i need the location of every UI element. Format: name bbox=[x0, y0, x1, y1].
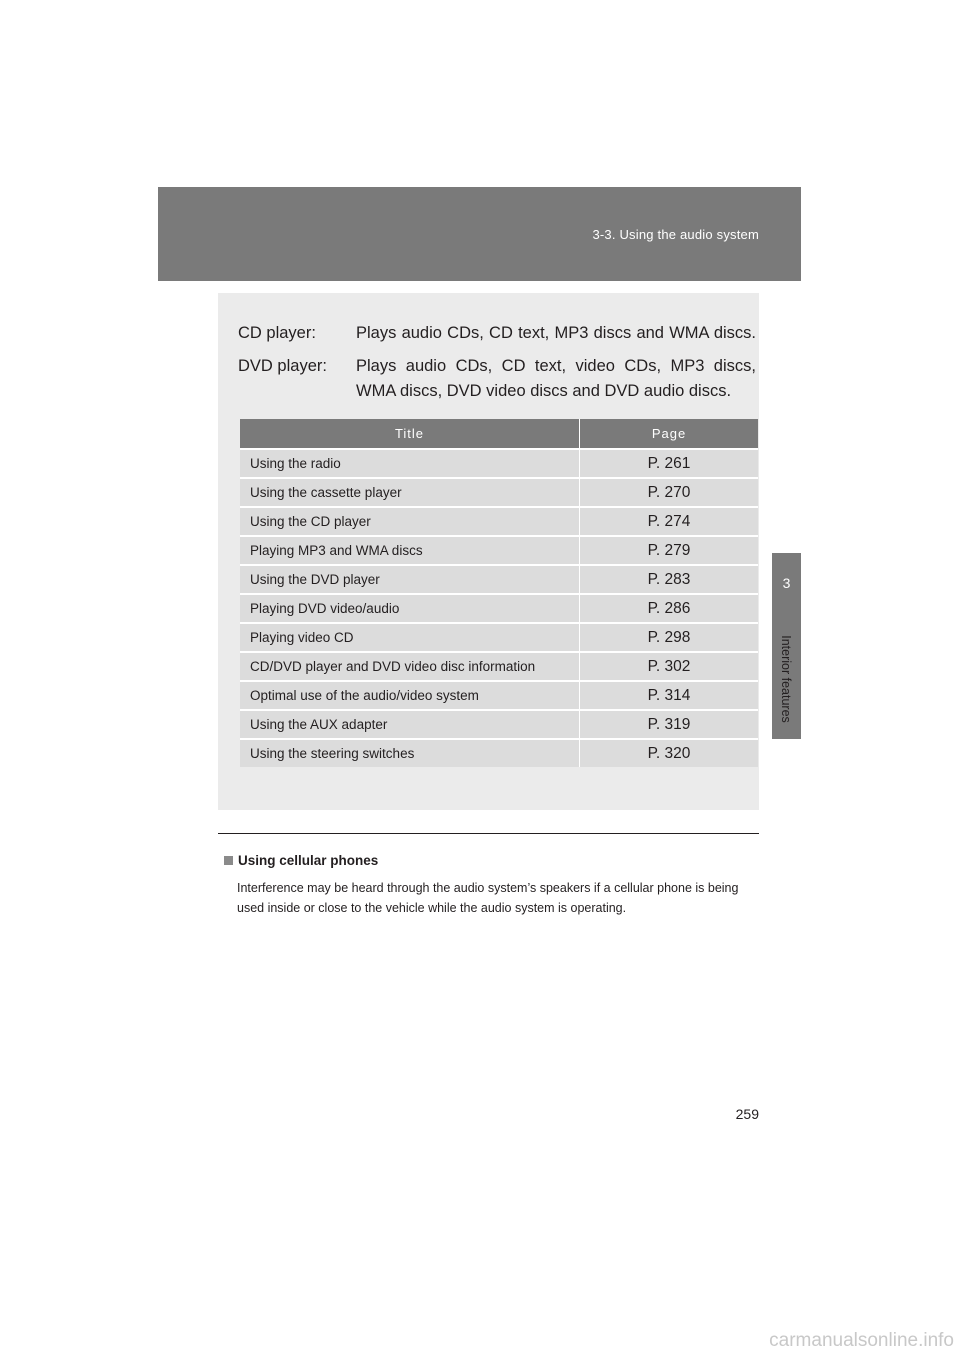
table-row bbox=[240, 738, 758, 767]
row-page: P. 319 bbox=[647, 715, 691, 733]
page-number: 259 bbox=[735, 1106, 759, 1122]
note-heading bbox=[224, 853, 378, 868]
table-row bbox=[240, 651, 758, 680]
table-row bbox=[240, 535, 758, 564]
chapter-label: Interior features bbox=[779, 635, 793, 723]
table-row bbox=[240, 564, 758, 593]
row-page: P. 270 bbox=[647, 483, 691, 501]
row-title: Using the steering switches bbox=[240, 740, 580, 767]
chapter-number: 3 bbox=[782, 575, 791, 591]
reference-table bbox=[240, 419, 758, 767]
row-page: P. 314 bbox=[647, 686, 691, 704]
row-title: Playing MP3 and WMA discs bbox=[240, 537, 580, 564]
table-row bbox=[240, 709, 758, 738]
row-title: Playing DVD video/audio bbox=[240, 595, 580, 622]
row-title: Optimal use of the audio/video system bbox=[240, 682, 580, 709]
dvd-player-description: Plays audio CDs, CD text, video CDs, MP3 discs, WMA discs, DVD video discs and DVD audio discs. bbox=[356, 357, 756, 400]
dvd-player-label: DVD player: bbox=[238, 357, 327, 375]
row-page: P. 261 bbox=[647, 454, 691, 472]
watermark: carmanualsonline.info bbox=[769, 1330, 954, 1351]
row-title: Using the DVD player bbox=[240, 566, 580, 593]
table-row bbox=[240, 477, 758, 506]
table-row bbox=[240, 593, 758, 622]
table-row bbox=[240, 448, 758, 477]
row-page: P. 274 bbox=[647, 512, 691, 530]
cd-player-description: Plays audio CDs, CD text, MP3 discs and WMA discs. bbox=[356, 324, 756, 342]
square-bullet-icon bbox=[224, 856, 233, 865]
row-page: P. 283 bbox=[647, 570, 691, 588]
section-header-band bbox=[158, 187, 801, 281]
cd-player-label: CD player: bbox=[238, 324, 316, 342]
section-title: 3-3. Using the audio system bbox=[592, 227, 759, 242]
row-title: Using the AUX adapter bbox=[240, 711, 580, 738]
row-title: Using the radio bbox=[240, 450, 580, 477]
row-page: P. 302 bbox=[647, 657, 691, 675]
table-row bbox=[240, 622, 758, 651]
row-title: Playing video CD bbox=[240, 624, 580, 651]
row-title: Using the cassette player bbox=[240, 479, 580, 506]
table-row bbox=[240, 506, 758, 535]
row-page: P. 320 bbox=[647, 744, 691, 762]
column-header-title: Title bbox=[240, 419, 580, 448]
row-page: P. 279 bbox=[647, 541, 691, 559]
section-divider bbox=[218, 833, 759, 834]
row-title: CD/DVD player and DVD video disc information bbox=[240, 653, 580, 680]
column-header-page: Page bbox=[651, 426, 687, 441]
audio-system-panel bbox=[218, 293, 759, 810]
note-body: Interference may be heard through the audio system’s speakers if a cellular phone is being used inside or close to the vehicle while the audio system is operating. bbox=[237, 881, 739, 915]
table-header bbox=[240, 419, 758, 448]
row-title: Using the CD player bbox=[240, 508, 580, 535]
row-page: P. 298 bbox=[647, 628, 691, 646]
row-page: P. 286 bbox=[647, 599, 691, 617]
table-row bbox=[240, 680, 758, 709]
note-heading-text: Using cellular phones bbox=[238, 853, 379, 868]
